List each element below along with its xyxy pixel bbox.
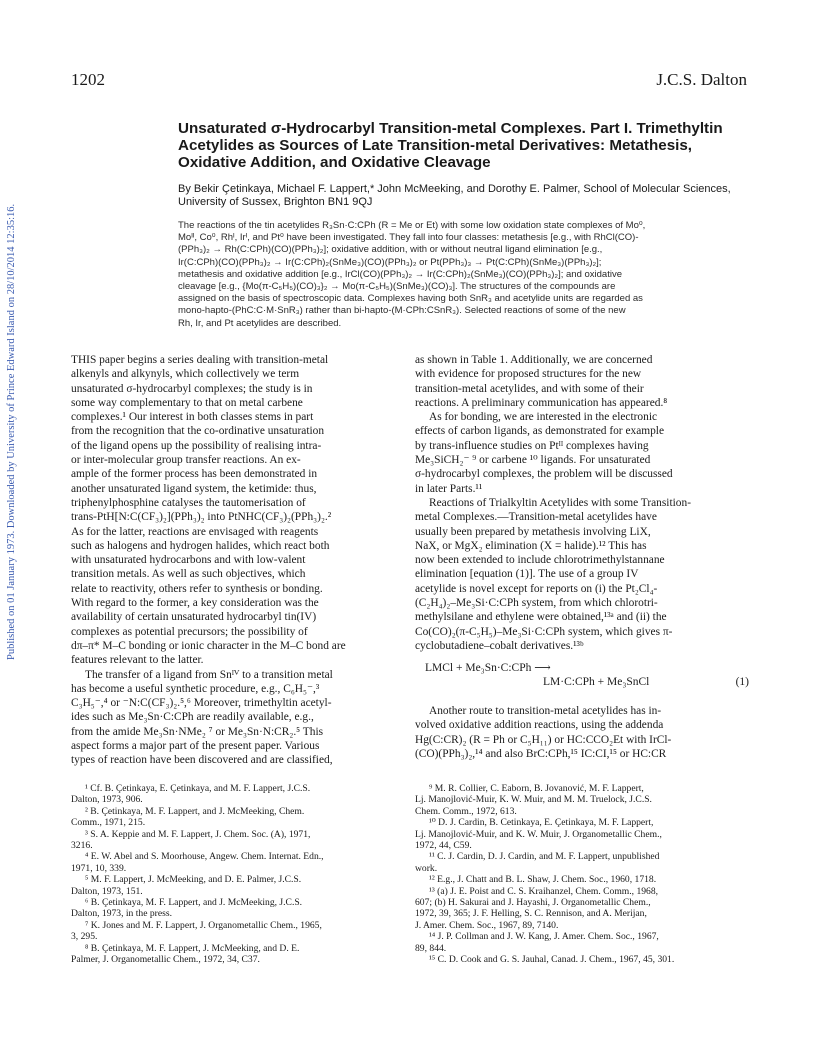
text-line: from the amide Me₃Sn·NMe₂ ⁷ or Me₃Sn·N:CR₂.⁵ This xyxy=(71,725,324,738)
abstract-line: Moᴵᴵ, Co⁰, Rhᴵ, Irᴵ, and Pt⁰ have been investigated. They fall into four classes: metathesis [e.g., with RhCl(CO)- xyxy=(178,232,639,244)
footnote-line: 89, 844. xyxy=(415,942,447,954)
footnote-line: Dalton, 1973, 906. xyxy=(71,794,143,806)
text-line: some way complementary to that on metal carbene xyxy=(71,396,303,409)
text-line: metal Complexes.—Transition-metal acetylides have xyxy=(415,511,657,524)
text-line: usually been prepared by metathesis involving LiX, xyxy=(415,525,651,538)
text-line: (CO)(PPh₃)₂,¹⁴ and also BrC:CPh,¹⁵ IC:CI,¹⁵ or HC:CR xyxy=(415,747,667,760)
text-line: with unsaturated hydrocarbons and with low-valent xyxy=(71,554,306,567)
text-line: such as halogens and hydrogen halides, which react both xyxy=(71,539,330,552)
abstract-line: cleavage [e.g., {Mo(π-C₅H₅)(CO)₃}₂ → Mo(π-C₅H₅)(SnMe₃)(CO)₃]. The structures of the compounds are xyxy=(178,281,616,293)
footnotes-right xyxy=(415,783,749,966)
text-line: types of reaction have been discovered and are classified, xyxy=(71,754,333,767)
text-line: trans-PtH[N:C(CF₃)₂](PPh₃)₂ into PtNHC(CF₃)₂(PPh₃)₂.² xyxy=(71,511,332,524)
footnote-line: ¹⁰ D. J. Cardin, B. Cetinkaya, E. Çetinkaya, M. F. Lappert, xyxy=(429,817,654,829)
footnote-line: ¹³ (a) J. E. Poist and C. S. Kraihanzel, Chem. Comm., 1968, xyxy=(429,885,659,897)
text-line: As for the latter, reactions are envisaged with reagents xyxy=(71,525,319,538)
text-line: reactions. A preliminary communication has appeared.⁸ xyxy=(415,396,668,409)
text-line: with evidence for proposed structures for the new xyxy=(415,368,642,381)
right-column-continued xyxy=(415,704,749,761)
footnote-line: Lj. Manojlović-Muir, K. W. Muir, and M. M. Truelock, J.C.S. xyxy=(415,794,652,806)
abstract-line: The reactions of the tin acetylides R₃Sn·C:CPh (R = Me or Et) with some low oxidation state complexes of Mo⁰, xyxy=(178,220,646,231)
text-line: in later Parts.¹¹ xyxy=(415,482,483,495)
left-column xyxy=(71,353,399,768)
footnotes-left xyxy=(71,783,399,966)
footnote-line: ⁴ E. W. Abel and S. Moorhouse, Angew. Chem. Internat. Edn., xyxy=(85,851,324,863)
footnote-line: 607; (b) H. Sakurai and J. Hayashi, J. Organometallic Chem., xyxy=(415,897,651,909)
footnote-line: ⁶ B. Çetinkaya, M. F. Lappert, and J. McMeeking, J.C.S. xyxy=(85,897,303,909)
text-line: Another route to transition-metal acetylides has in- xyxy=(429,705,662,717)
abstract-line: Rh, Ir, and Pt acetylides are described. xyxy=(178,317,342,329)
footnote-line: ⁸ B. Çetinkaya, M. F. Lappert, J. McMeeking, and D. E. xyxy=(85,942,300,954)
abstract-line: mono-hapto-(PhC:C·M·SnR₃) rather than bi-hapto-(M·CPh:CSnR₃). Selected reactions of some of the new xyxy=(178,305,626,317)
article-title: Unsaturated σ-Hydrocarbyl Transition-metal Complexes. Part I. Trimethyltin Acetylides as Sources of Late Transition-metal Derivatives: Metathesis, Oxidative Addition, and Oxidative Cleavage xyxy=(178,120,723,171)
text-line: availability of certain unsaturated hydrocarbyl tin(IV) xyxy=(71,611,317,624)
text-line: cyclobutadiene–cobalt derivatives.¹³ᵇ xyxy=(415,639,584,652)
text-line: Reactions of Trialkyltin Acetylides with some Transition- xyxy=(429,496,691,509)
text-line: volved oxidative addition reactions, using the addenda xyxy=(415,719,664,732)
footnote-line: ¹ Cf. B. Çetinkaya, E. Çetinkaya, and M. F. Lappert, J.C.S. xyxy=(85,783,311,794)
footnote-line: ¹⁴ J. P. Collman and J. W. Kang, J. Amer. Chem. Soc., 1967, xyxy=(429,931,659,943)
text-line: As for bonding, we are interested in the electronic xyxy=(429,411,658,424)
footnote-line: Comm., 1971, 215. xyxy=(71,817,146,829)
footnote-line: ³ S. A. Keppie and M. F. Lappert, J. Chem. Soc. (A), 1971, xyxy=(85,828,311,840)
article-authors: By Bekir Çetinkaya, Michael F. Lappert,* John McMeeking, and Dorothy E. Palmer, School of Molecular Sciences, University of Sussex, Brighton BN1 9QJ xyxy=(178,183,731,208)
footnote-line: ¹² E.g., J. Chatt and B. L. Shaw, J. Chem. Soc., 1960, 1718. xyxy=(429,874,657,886)
footnote-line: J. Amer. Chem. Soc., 1967, 89, 7140. xyxy=(415,919,559,931)
text-line: (C₂H₄)₂–Me₃Si·C:CPh system, from which chlorotri- xyxy=(415,597,658,610)
text-line: methylsilane and ethylene were obtained,¹³ᵃ and (ii) the xyxy=(415,611,667,624)
footnote-line: Dalton, 1973, 151. xyxy=(71,885,143,897)
journal-name: J.C.S. Dalton xyxy=(656,70,747,89)
abstract-line: Ir(C:CPh)(CO)(PPh₃)₂ → Ir(C:CPh)₂(SnMe₃)(CO)(PPh₃)₂ or Pt(PPh₃)₃ → Pt(C:CPh)(SnMe₃)(PPh₃)₂]; xyxy=(178,256,602,268)
footnote-line: ¹⁵ C. D. Cook and G. S. Jauhal, Canad. J. Chem., 1967, 45, 301. xyxy=(429,954,675,966)
text-line: unsaturated σ-hydrocarbyl complexes; the study is in xyxy=(71,382,313,395)
text-line: or inter-molecular group transfer reactions. An ex- xyxy=(71,454,301,467)
text-line: σ-hydrocarbyl complexes, the problem will be discussed xyxy=(415,468,673,481)
abstract-line: assigned on the basis of spectroscopic data. Complexes having both SnR₃ and acetylide units are regarded as xyxy=(178,293,643,305)
text-line: Me₃SiCH₂⁻ ⁹ or carbene ¹⁰ ligands. For unsaturated xyxy=(415,454,651,467)
abstract-line: (PPh₃)₂ → Rh(C:CPh)(CO)(PPh₃)₂]; oxidative addition, with or without neutral ligand elimination [e.g., xyxy=(178,244,603,256)
text-line: triphenylphosphine catalyses the tautomerisation of xyxy=(71,496,306,509)
text-line: Co(CO)₂(π-C₅H₅)–Me₃Si·C:CPh system, which gives π- xyxy=(415,625,673,638)
footnote-line: Chem. Comm., 1972, 613. xyxy=(415,805,517,817)
text-line: dπ–π* M–C bonding or ionic character in the M–C bond are xyxy=(71,639,346,652)
footnote-line: 3, 295. xyxy=(71,931,98,943)
footnote-line: ⁷ K. Jones and M. F. Lappert, J. Organometallic Chem., 1965, xyxy=(85,919,322,931)
text-line: THIS paper begins a series dealing with transition-metal xyxy=(71,354,329,366)
text-line: aspect forms a major part of the present paper. Various xyxy=(71,740,320,753)
text-line: has become a useful synthetic procedure, e.g., C₆H₅⁻,³ xyxy=(71,682,320,695)
download-watermark xyxy=(4,180,18,660)
footnote-line: Lj. Manojlović-Muir, and K. W. Muir, J. Organometallic Chem., xyxy=(415,828,662,840)
text-line: by trans-influence studies on Ptᴵᴵ complexes having xyxy=(415,439,649,452)
text-line: With regard to the former, a key consideration was the xyxy=(71,597,319,610)
footnote-line: 3216. xyxy=(71,840,93,852)
equation-lhs: LMCl + Me₃Sn·C:CPh ⟶ xyxy=(425,662,551,674)
page-number: 1202 xyxy=(71,70,105,89)
text-line: now been extended to include chlorotrimethylstannane xyxy=(415,554,665,567)
text-line: effects of carbon ligands, as demonstrated for example xyxy=(415,425,665,438)
footnote-line: ² B. Çetinkaya, M. F. Lappert, and J. McMeeking, Chem. xyxy=(85,805,305,817)
download-note: Published on 01 January 1973. Downloaded by University of Prince Edward Island on 28/10/2014 12:35:16. xyxy=(6,203,17,660)
text-line: relate to reactivity, others refer to synthesis or bonding. xyxy=(71,582,323,595)
text-line: complexes as potential precursors; the possibility of xyxy=(71,625,308,638)
footnote-line: work. xyxy=(415,862,438,874)
text-line: ample of the former process has been demonstrated in xyxy=(71,468,318,481)
text-line: Hg(C:CR)₂ (R = Ph or C₅H₁₁) or HC:CCO₂Et with IrCl- xyxy=(415,733,672,746)
abstract xyxy=(178,220,748,330)
abstract-line: metathesis and oxidative addition [e.g., IrCl(CO)(PPh₃)₂ → Ir(C:CPh)₂(SnMe₃)(CO)(PPh₃)₂]; and oxidative xyxy=(178,268,622,280)
text-line: C₃H₅⁻,⁴ or ⁻N:C(CF₃)₂.⁵,⁶ Moreover, trimethyltin acetyl- xyxy=(71,697,332,710)
text-line: features relevant to the latter. xyxy=(71,654,204,667)
text-line: elimination [equation (1)]. The use of a group IV xyxy=(415,568,639,581)
footnote-line: ⁵ M. F. Lappert, J. McMeeking, and D. E. Palmer, J.C.S. xyxy=(85,874,302,886)
equation-number: (1) xyxy=(735,676,749,688)
right-column xyxy=(415,353,749,653)
equation-1 xyxy=(415,660,749,692)
text-line: complexes.¹ Our interest in both classes stems in part xyxy=(71,411,314,424)
footnote-line: Palmer, J. Organometallic Chem., 1972, 34, C37. xyxy=(71,954,260,966)
footnote-line: Dalton, 1973, in the press. xyxy=(71,908,172,920)
footnote-line: 1971, 10, 339. xyxy=(71,862,127,874)
text-line: from the recognition that the co-ordinative unsaturation xyxy=(71,425,325,438)
footnote-line: 1972, 39, 365; J. F. Helling, S. C. Rennison, and A. Merijan, xyxy=(415,908,647,920)
footnote-line: ¹¹ C. J. Cardin, D. J. Cardin, and M. F. Lappert, unpublished xyxy=(429,851,660,863)
text-line: acetylide is novel except for reports on (i) the Pt₂Cl₄- xyxy=(415,582,658,595)
text-line: transition metals. As well as such objectives, which xyxy=(71,568,306,581)
text-line: another unsaturated ligand system, the ketimide: thus, xyxy=(71,482,317,495)
text-line: The transfer of a ligand from Snᴵⱽ to a transition metal xyxy=(85,668,333,681)
text-line: alkenyls and alkynyls, which collectively we term xyxy=(71,368,300,381)
text-line: of the ligand opens up the possibility of realising intra- xyxy=(71,439,322,452)
text-line: ides such as Me₃Sn·C:CPh are readily available, e.g., xyxy=(71,711,314,724)
text-line: NaX, or MgX₂ elimination (X = halide).¹² This has xyxy=(415,539,647,552)
footnote-line: 1972, 44, C59. xyxy=(415,840,472,852)
footnote-line: ⁹ M. R. Collier, C. Eaborn, B. Jovanović, M. F. Lappert, xyxy=(429,783,644,794)
text-line: as shown in Table 1. Additionally, we are concerned xyxy=(415,354,653,366)
text-line: transition-metal acetylides, and with some of their xyxy=(415,382,644,395)
equation-rhs: LM·C:CPh + Me₃SnCl xyxy=(543,676,650,688)
